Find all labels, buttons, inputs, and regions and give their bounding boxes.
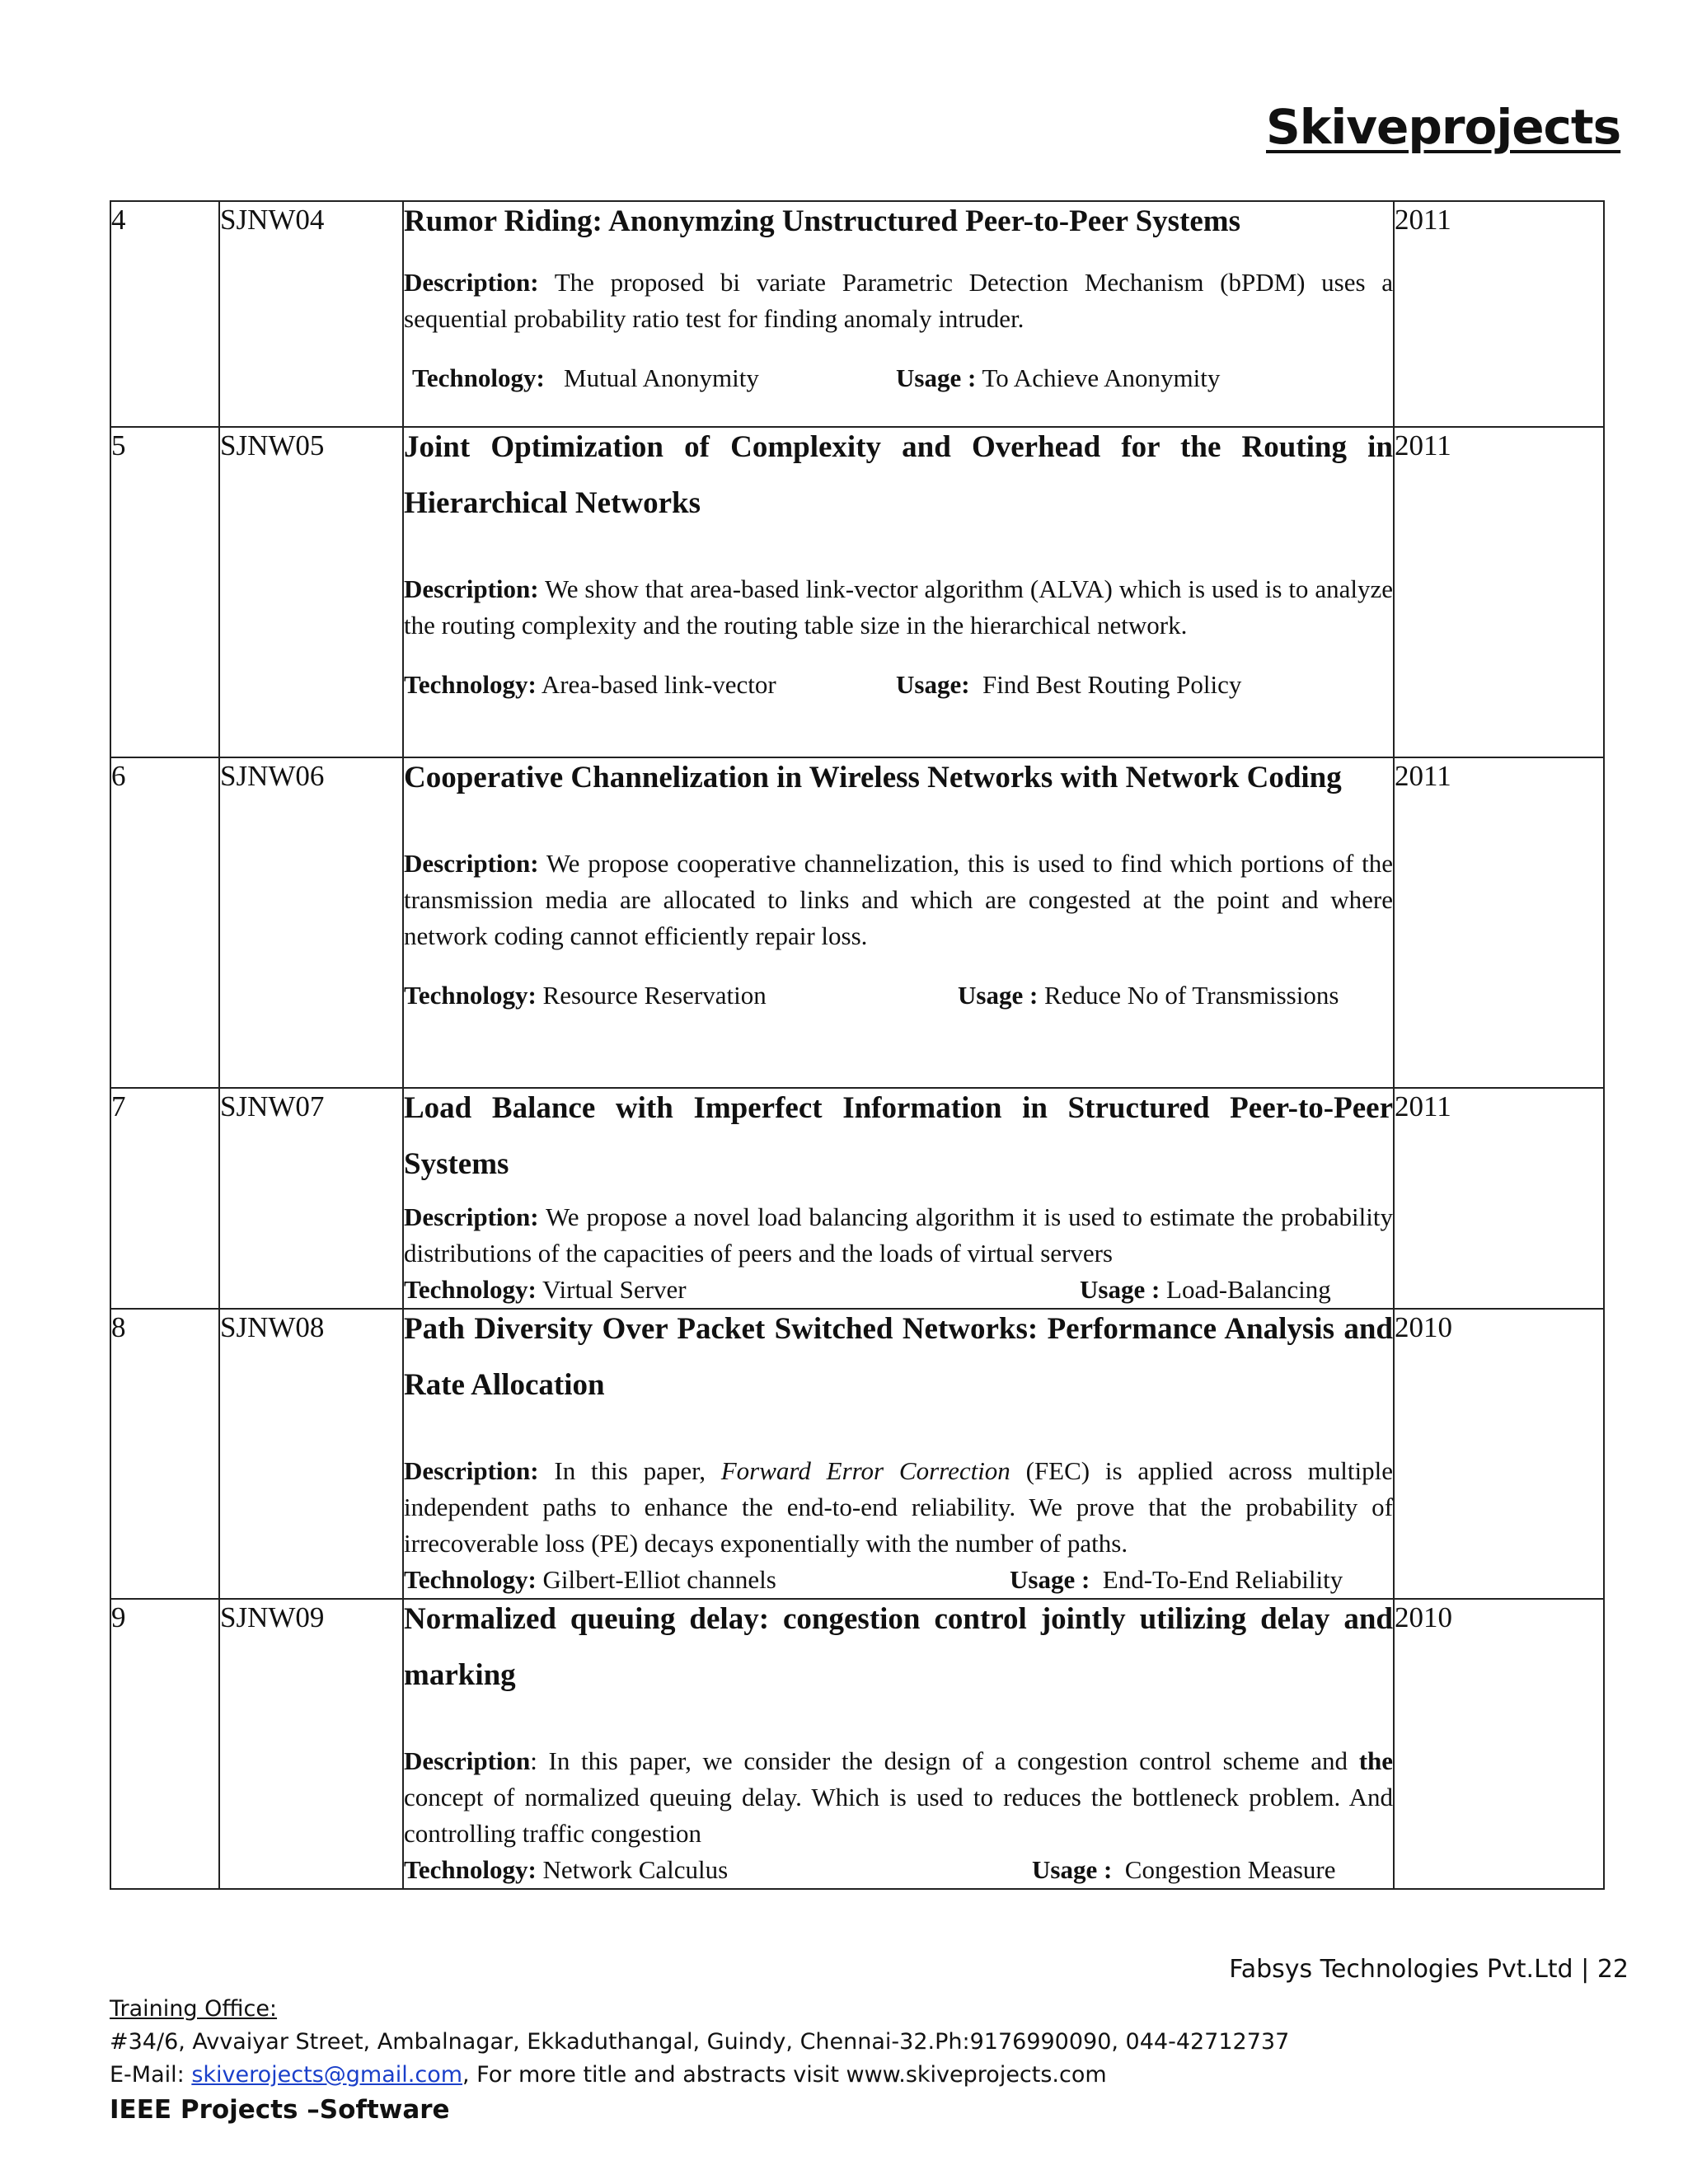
table-row xyxy=(110,1599,1604,1889)
description-text-start: : In this paper, we consider the design of a congestion control scheme and xyxy=(530,1746,1348,1775)
project-details xyxy=(403,757,1394,1088)
project-description xyxy=(404,1453,1393,1562)
project-details xyxy=(403,427,1394,757)
project-description xyxy=(404,571,1393,644)
projects-table xyxy=(110,200,1605,1890)
row-number: 4 xyxy=(110,201,219,427)
company-name: Fabsys Technologies Pvt.Ltd xyxy=(1229,1955,1573,1984)
row-number: 5 xyxy=(110,427,219,757)
technology-label: Technology: xyxy=(404,1275,537,1304)
usage-value: End-To-End Reliability xyxy=(1102,1565,1343,1594)
description-text: We show that area-based link-vector algorithm (ALVA) which is used is to analyze the routing complexity and the routing table size in the hierarchical network. xyxy=(404,574,1393,640)
usage-value: Find Best Routing Policy xyxy=(982,670,1242,699)
technology-line xyxy=(404,977,1393,1014)
project-title: Normalized queuing delay: congestion control jointly utilizing delay and marking xyxy=(404,1602,1393,1692)
project-year: 2010 xyxy=(1394,1599,1604,1889)
table-row xyxy=(110,427,1604,757)
usage-value: To Achieve Anonymity xyxy=(982,363,1221,392)
description-text-end: (FEC) is applied across multiple independent paths to enhance the end-to-end reliability. We prove that the probability of irrecoverable loss (PE) decays exponentially with the number of paths. xyxy=(404,1456,1394,1558)
brand-title: Skiveprojects xyxy=(1266,99,1621,155)
description-label: Description: xyxy=(404,849,539,878)
project-description xyxy=(404,1199,1393,1272)
project-year: 2011 xyxy=(1394,201,1604,427)
project-year: 2011 xyxy=(1394,757,1604,1088)
usage-value: Congestion Measure xyxy=(1124,1855,1336,1884)
usage-value: Load-Balancing xyxy=(1166,1275,1331,1304)
project-year: 2010 xyxy=(1394,1309,1604,1599)
usage-label: Usage : xyxy=(958,981,1039,1010)
project-title: Rumor Riding: Anonymzing Unstructured Peer-to-Peer Systems xyxy=(404,204,1241,238)
description-label: Description: xyxy=(404,1456,539,1485)
table-row xyxy=(110,1088,1604,1309)
technology-line xyxy=(404,1852,1393,1888)
project-description xyxy=(404,1743,1393,1852)
project-title: Cooperative Channelization in Wireless Networks with Network Coding xyxy=(404,761,1342,794)
description-label: Description: xyxy=(404,574,539,603)
description-text-end: concept of normalized queuing delay. Which is used to reduces the bottleneck problem. And controlling traffic congestion xyxy=(404,1783,1393,1848)
project-details xyxy=(403,1309,1394,1599)
table-row xyxy=(110,757,1604,1088)
usage-label: Usage : xyxy=(896,363,977,392)
technology-line xyxy=(404,360,1393,396)
technology-value: Virtual Server xyxy=(542,1275,687,1304)
technology-value: Gilbert-Elliot channels xyxy=(542,1565,776,1594)
project-code: SJNW04 xyxy=(219,201,403,427)
description-label: Description: xyxy=(404,268,539,297)
description-text-bold: the xyxy=(1358,1746,1394,1775)
technology-value: Resource Reservation xyxy=(542,981,767,1010)
technology-label: Technology: xyxy=(404,1855,537,1884)
technology-line xyxy=(404,667,1393,703)
description-label: Description: xyxy=(404,1202,539,1231)
email-link[interactable]: skiverojects@gmail.com xyxy=(191,2062,463,2088)
category-label: IEEE Projects –Software xyxy=(110,2095,450,2125)
project-code: SJNW08 xyxy=(219,1309,403,1599)
description-text: We propose cooperative channelization, this is used to find which portions of the transmission media are allocated to links and which are congested at the point and where network coding cannot efficiently repair loss. xyxy=(404,849,1393,950)
project-code: SJNW07 xyxy=(219,1088,403,1309)
project-title: Path Diversity Over Packet Switched Networks: Performance Analysis and Rate Allocation xyxy=(404,1312,1393,1402)
description-text: The proposed bi variate Parametric Detection Mechanism (bPDM) uses a sequential probability ratio test for finding anomaly intruder. xyxy=(404,268,1393,333)
project-title: Load Balance with Imperfect Information in Structured Peer-to-Peer Systems xyxy=(404,1091,1393,1181)
project-code: SJNW06 xyxy=(219,757,403,1088)
row-number: 6 xyxy=(110,757,219,1088)
project-title: Joint Optimization of Complexity and Overhead for the Routing in Hierarchical Networks xyxy=(404,430,1393,520)
page-number: 22 xyxy=(1597,1955,1629,1984)
website-note: , For more title and abstracts visit www.skiveprojects.com xyxy=(462,2062,1107,2088)
description-text-italic: Forward Error Correction xyxy=(720,1456,1010,1485)
usage-value: Reduce No of Transmissions xyxy=(1044,981,1339,1010)
project-year: 2011 xyxy=(1394,427,1604,757)
row-number: 8 xyxy=(110,1309,219,1599)
row-number: 7 xyxy=(110,1088,219,1309)
usage-label: Usage : xyxy=(1080,1275,1160,1304)
usage-label: Usage : xyxy=(1010,1565,1090,1594)
project-code: SJNW09 xyxy=(219,1599,403,1889)
technology-value: Network Calculus xyxy=(542,1855,729,1884)
table-row xyxy=(110,1309,1604,1599)
technology-value: Area-based link-vector xyxy=(541,670,776,699)
technology-label: Technology: xyxy=(404,1565,537,1594)
project-details xyxy=(403,1088,1394,1309)
project-details xyxy=(403,201,1394,427)
office-address: #34/6, Avvaiyar Street, Ambalnagar, Ekkaduthangal, Guindy, Chennai-32.Ph:9176990090, 044-42712737 xyxy=(110,2029,1290,2055)
office-info xyxy=(110,1993,1289,2128)
technology-label: Technology: xyxy=(404,670,537,699)
project-code: SJNW05 xyxy=(219,427,403,757)
description-text-start: In this paper, xyxy=(554,1456,706,1485)
technology-label: Technology: xyxy=(412,363,545,392)
description-text: We propose a novel load balancing algorithm it is used to estimate the probability distributions of the capacities of peers and the loads of virtual servers xyxy=(404,1202,1393,1268)
office-label: Training Office: xyxy=(110,1996,278,2022)
project-description xyxy=(404,265,1393,337)
page-footer xyxy=(1229,1955,1629,1984)
table-row xyxy=(110,201,1604,427)
footer-separator: | xyxy=(1581,1955,1590,1984)
usage-label: Usage: xyxy=(896,670,970,699)
description-label: Description xyxy=(404,1746,531,1775)
technology-label: Technology: xyxy=(404,981,537,1010)
project-description xyxy=(404,846,1393,954)
usage-label: Usage : xyxy=(1032,1855,1113,1884)
project-details xyxy=(403,1599,1394,1889)
email-label: E-Mail: xyxy=(110,2062,185,2088)
contact-line xyxy=(110,2059,1289,2092)
row-number: 9 xyxy=(110,1599,219,1889)
technology-value: Mutual Anonymity xyxy=(564,363,759,392)
project-year: 2011 xyxy=(1394,1088,1604,1309)
